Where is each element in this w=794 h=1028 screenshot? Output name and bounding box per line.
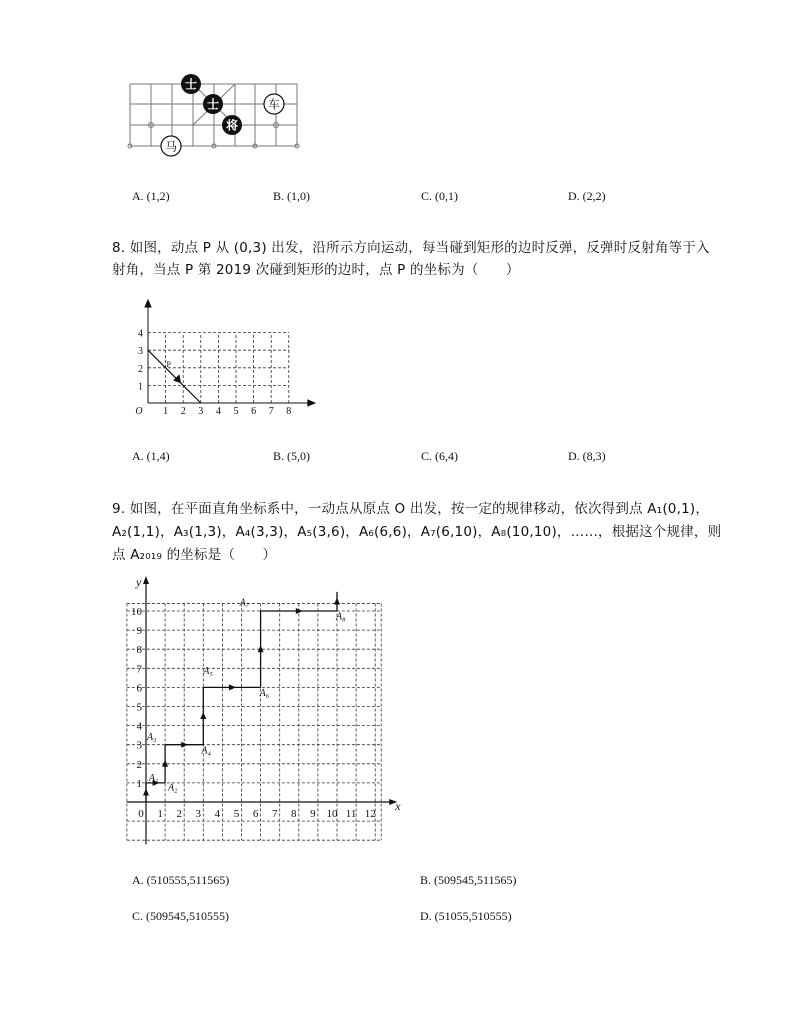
q9-y-axis-arrow	[143, 576, 149, 584]
q9-stem-line3: 点 A₂₀₁₉ 的坐标是（ ）	[112, 547, 277, 563]
q9-point-label: A₁	[148, 772, 159, 784]
q9-x-tick-label: 12	[364, 808, 376, 820]
q9-point-label: A₄	[201, 745, 211, 757]
q9-path-arrow	[258, 645, 264, 652]
q9-path-arrow	[229, 684, 236, 690]
q9-option-b[interactable]: B. (509545,511565)	[420, 873, 517, 887]
q9-y-tick-label: 9	[136, 625, 142, 638]
q9-option-a[interactable]: A. (510555,511565)	[132, 873, 230, 887]
q8-option-d[interactable]: D. (8,3)	[568, 449, 606, 463]
q7-option-a[interactable]: A. (1,2)	[132, 189, 170, 203]
q8-y-tick-label: 4	[138, 328, 143, 340]
q8-x-axis-arrow	[308, 400, 315, 406]
q8-x-tick-label: 2	[180, 406, 186, 417]
q8-x-tick-label: 8	[286, 406, 292, 417]
q8-trajectory	[148, 350, 201, 403]
q9-y-tick-label: 4	[136, 720, 142, 733]
q7-option-c[interactable]: C. (0,1)	[421, 189, 458, 203]
svg-text:车: 车	[267, 97, 281, 112]
q8-x-tick-label: 3	[198, 406, 204, 417]
q8-y-axis-arrow	[145, 300, 151, 307]
q9-grid-figure	[118, 574, 401, 852]
q9-x-tick-label: 10	[326, 808, 338, 820]
piece-che	[264, 94, 284, 114]
q9-x-tick-label: 6	[252, 808, 259, 820]
q9-option-c[interactable]: C. (509545,510555)	[132, 909, 229, 923]
q9-point-label: A₆	[259, 687, 270, 699]
q9-stem-line1: 9. 如图，在平面直角坐标系中，一动点从原点 O 出发，按一定的规律移动，依次得到点 A₁(0,1)，	[112, 501, 710, 517]
q8-rectangle-figure	[130, 298, 320, 418]
q8-y-tick-label: 3	[138, 346, 143, 358]
svg-text:士: 士	[206, 97, 220, 112]
piece-ma	[161, 136, 181, 156]
piece-jiang	[222, 115, 242, 135]
q9-x-tick-label: 2	[176, 808, 182, 820]
q8-point-label: P	[166, 359, 171, 369]
q8-origin-label: O	[135, 406, 143, 417]
q9-x-tick-label: 3	[195, 808, 202, 820]
q8-x-tick-label: 5	[233, 406, 239, 417]
q9-stem-line2: A₂(1,1)，A₃(1,3)，A₄(3,3)，A₅(3,6)，A₆(6,6)，A₇(6,10)，A₈(10,10)，……，根据这个规律，则	[112, 524, 722, 540]
q9-y-tick-label: 1	[136, 777, 142, 790]
q8-stem-line2: 射角，当点 P 第 2019 次碰到矩形的边时，点 P 的坐标为（ ）	[112, 262, 520, 278]
q9-y-tick-label: 6	[136, 682, 142, 695]
q9-x-tick-label: 0	[138, 808, 144, 820]
svg-text:将: 将	[225, 118, 239, 133]
q8-x-tick-label: 6	[251, 406, 257, 417]
q9-x-axis-label: x	[395, 799, 401, 813]
q9-x-tick-label: 1	[157, 808, 163, 820]
q8-stem-line1: 8. 如图，动点 P 从 (0,3) 出发，沿所示方向运动，每当碰到矩形的边时反弹，反弹时反射角等于入	[112, 240, 710, 256]
q9-point-label: A₈	[336, 611, 346, 623]
q9-option-d[interactable]: D. (51055,510555)	[420, 909, 512, 923]
q9-x-tick-label: 7	[271, 808, 278, 820]
q9-path-arrow	[143, 788, 149, 795]
q9-y-axis-label: y	[136, 575, 142, 589]
q9-y-tick-label: 7	[136, 663, 142, 676]
q8-option-b[interactable]: B. (5,0)	[273, 449, 310, 463]
q9-y-tick-label: 3	[136, 739, 142, 752]
q8-x-tick-label: 1	[163, 406, 169, 417]
q9-y-tick-label: 5	[136, 701, 142, 714]
q9-point-label: A₇	[239, 597, 250, 609]
q8-x-tick-label: 7	[268, 406, 274, 417]
q9-path-arrow	[162, 760, 168, 767]
chess-board-figure	[125, 72, 305, 160]
q8-y-tick-label: 1	[138, 381, 143, 393]
q9-y-tick-label: 10	[131, 606, 142, 618]
q9-x-tick-label: 8	[291, 808, 297, 820]
q9-point-label: A₂	[167, 782, 178, 794]
piece-shi-2	[203, 94, 223, 114]
q9-x-tick-label: 9	[310, 808, 316, 820]
piece-shi-1	[181, 74, 201, 94]
q9-path-arrow	[181, 742, 188, 748]
q9-x-tick-label: 11	[345, 808, 357, 820]
q8-option-c[interactable]: C. (6,4)	[421, 449, 458, 463]
q9-point-label: A₃	[146, 731, 157, 743]
svg-text:马: 马	[164, 139, 178, 154]
q9-path-arrow	[334, 597, 340, 604]
q8-y-tick-label: 2	[138, 363, 143, 375]
q9-y-tick-label: 2	[136, 758, 142, 771]
q9-x-tick-label: 5	[233, 808, 240, 820]
q8-x-tick-label: 4	[215, 406, 221, 417]
q7-option-d[interactable]: D. (2,2)	[568, 189, 606, 203]
svg-text:士: 士	[184, 77, 198, 92]
q7-option-b[interactable]: B. (1,0)	[273, 189, 310, 203]
q9-x-tick-label: 4	[214, 808, 221, 820]
q9-path-arrow	[200, 712, 206, 719]
q9-point-label: A₅	[203, 666, 213, 678]
q8-option-a[interactable]: A. (1,4)	[132, 449, 170, 463]
q9-path-arrow	[296, 608, 303, 614]
q9-y-tick-label: 8	[136, 644, 142, 657]
q8-direction-arrow	[174, 375, 181, 383]
